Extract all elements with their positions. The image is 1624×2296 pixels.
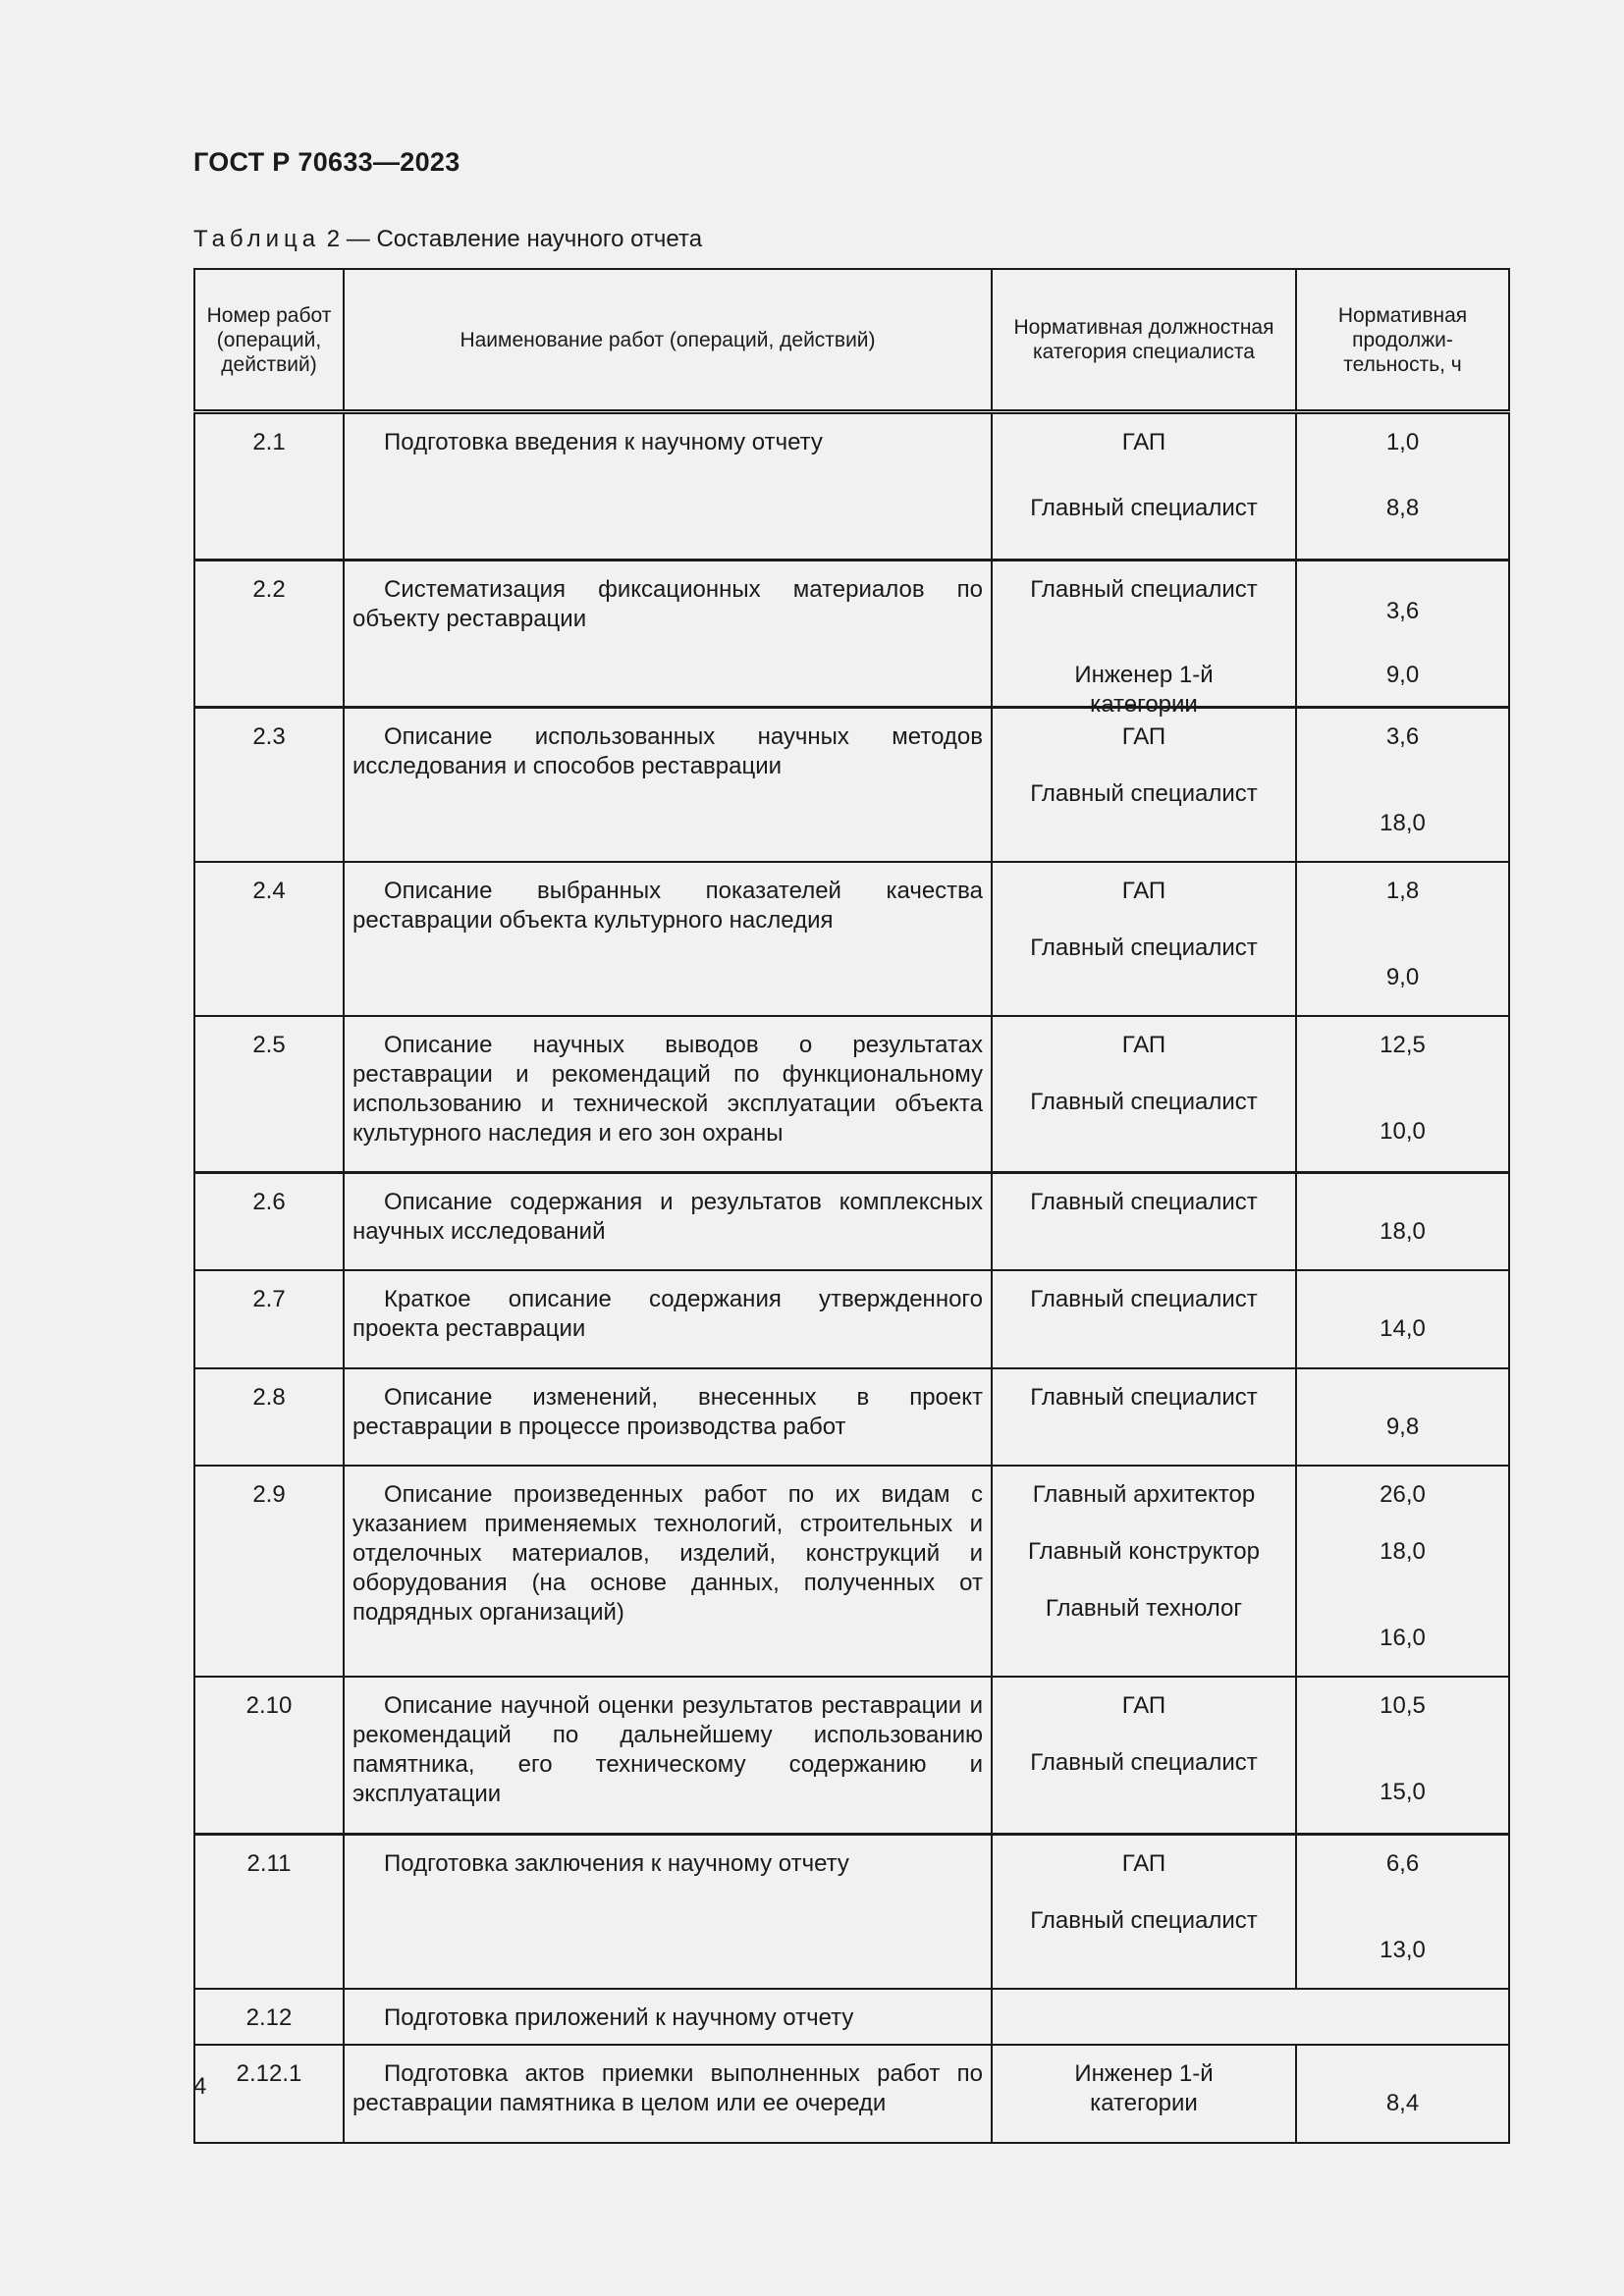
work-name-cell bbox=[344, 2045, 992, 2143]
category-cell bbox=[992, 1677, 1296, 1835]
duration-value: 16,0 bbox=[1380, 1625, 1426, 1651]
work-name-cell bbox=[344, 1466, 992, 1677]
specialist-category: Главный конструктор bbox=[1028, 1538, 1260, 1565]
work-name: Краткое описание содержания утвержденного проекта реставрации bbox=[352, 1286, 983, 1342]
duration-value: 18,0 bbox=[1380, 1218, 1426, 1245]
duration-cell bbox=[1296, 1368, 1509, 1466]
document-header: ГОСТ Р 70633—2023 bbox=[193, 147, 460, 177]
work-number: 2.6 bbox=[194, 1173, 344, 1271]
work-number: 2.2 bbox=[194, 561, 344, 708]
table-caption-word: Таблица bbox=[193, 226, 321, 252]
duration-value: 14,0 bbox=[1380, 1315, 1426, 1342]
table-header-row bbox=[194, 269, 1509, 412]
work-name: Описание научных выводов о результатах реставрации и рекомендаций по функциональному использованию и технической эксплуатации объекта культурного наследия и его зон охраны bbox=[352, 1032, 983, 1147]
header-category: Нормативная должностная категория специалиста bbox=[992, 269, 1296, 412]
work-number: 2.11 bbox=[194, 1835, 344, 1990]
work-name-cell bbox=[344, 1835, 992, 1990]
category-cell bbox=[992, 1835, 1296, 1990]
work-name: Подготовка заключения к научному отчету bbox=[384, 1850, 849, 1877]
duration-value: 3,6 bbox=[1385, 723, 1420, 750]
header-number: Номер работ (операций, действий) bbox=[194, 269, 344, 412]
specialist-category: Главный специалист bbox=[1030, 1384, 1258, 1411]
work-number: 2.7 bbox=[194, 1270, 344, 1368]
duration-value: 6,6 bbox=[1385, 1850, 1420, 1877]
work-number: 2.10 bbox=[194, 1677, 344, 1835]
table-row bbox=[194, 2045, 1509, 2143]
duration-value: 15,0 bbox=[1380, 1779, 1426, 1805]
work-name: Описание использованных научных методов исследования и способов реставрации bbox=[352, 723, 983, 779]
category-cell bbox=[992, 862, 1296, 1016]
work-number: 2.4 bbox=[194, 862, 344, 1016]
specialist-category: Инженер 1-й категории bbox=[1074, 662, 1214, 718]
work-name-cell bbox=[344, 1368, 992, 1466]
table-row bbox=[194, 1677, 1509, 1835]
duration-cell bbox=[1296, 1016, 1509, 1173]
duration-value: 8,8 bbox=[1385, 495, 1420, 521]
table-row bbox=[194, 708, 1509, 863]
work-number: 2.8 bbox=[194, 1368, 344, 1466]
specialist-category: Главный специалист bbox=[1030, 576, 1258, 603]
work-number: 2.12.1 bbox=[194, 2045, 344, 2143]
category-cell bbox=[992, 412, 1296, 561]
header-duration: Нормативная продолжи-тельность, ч bbox=[1296, 269, 1509, 412]
duration-cell bbox=[1296, 1270, 1509, 1368]
table-row bbox=[194, 561, 1509, 708]
specialist-category: Главный специалист bbox=[1030, 934, 1258, 961]
category-cell bbox=[992, 1016, 1296, 1173]
work-name: Систематизация фиксационных материалов по объекту реставрации bbox=[352, 576, 983, 632]
work-name-cell bbox=[344, 1016, 992, 1173]
work-name-cell bbox=[344, 561, 992, 708]
duration-value: 18,0 bbox=[1380, 1538, 1426, 1565]
specialist-category: ГАП bbox=[1121, 878, 1166, 904]
specialist-category: Инженер 1-й категории bbox=[1074, 2060, 1214, 2116]
specialist-category: Главный специалист bbox=[1030, 1907, 1258, 1934]
category-cell bbox=[992, 1270, 1296, 1368]
specialist-category: Главный специалист bbox=[1030, 1089, 1258, 1115]
duration-value: 10,5 bbox=[1380, 1692, 1426, 1719]
duration-value: 13,0 bbox=[1380, 1937, 1426, 1963]
work-name: Описание научной оценки результатов реставрации и рекомендаций по дальнейшему использованию памятника, его техническому содержанию и эксплуатации bbox=[352, 1692, 983, 1807]
duration-value: 12,5 bbox=[1380, 1032, 1426, 1058]
duration-cell bbox=[1296, 561, 1509, 708]
norms-table bbox=[193, 268, 1510, 2144]
table-row bbox=[194, 1466, 1509, 1677]
duration-cell bbox=[1296, 1466, 1509, 1677]
work-name: Описание произведенных работ по их видам с указанием применяемых технологий, строительных и отделочных материалов, изделий, конструкций и оборудования (на основе данных, полученных от подрядных организаций) bbox=[352, 1481, 983, 1626]
duration-value: 9,8 bbox=[1385, 1414, 1420, 1440]
work-name: Подготовка введения к научному отчету bbox=[384, 429, 823, 455]
duration-value: 3,6 bbox=[1385, 598, 1420, 624]
table-caption-title: 2 — Составление научного отчета bbox=[320, 226, 703, 252]
specialist-category: Главный специалист bbox=[1030, 495, 1258, 521]
duration-cell bbox=[1296, 1677, 1509, 1835]
work-name: Описание изменений, внесенных в проект реставрации в процессе производства работ bbox=[352, 1384, 983, 1440]
duration-value: 26,0 bbox=[1380, 1481, 1426, 1508]
category-cell bbox=[992, 1173, 1296, 1271]
duration-cell bbox=[1296, 708, 1509, 863]
page-number: 4 bbox=[193, 2073, 207, 2100]
table-row bbox=[194, 1835, 1509, 1990]
category-cell bbox=[992, 1368, 1296, 1466]
specialist-category: Главный специалист bbox=[1030, 1749, 1258, 1776]
work-name: Описание содержания и результатов комплексных научных исследований bbox=[352, 1189, 983, 1245]
duration-value: 9,0 bbox=[1385, 662, 1420, 688]
specialist-category: Главный архитектор bbox=[1032, 1481, 1256, 1508]
duration-value: 8,4 bbox=[1385, 2090, 1420, 2116]
duration-value: 1,8 bbox=[1385, 878, 1420, 904]
category-cell bbox=[992, 708, 1296, 863]
work-name-cell bbox=[344, 1677, 992, 1835]
table-caption bbox=[193, 226, 702, 253]
table-row bbox=[194, 412, 1509, 561]
duration-cell bbox=[1296, 2045, 1509, 2143]
duration-value: 1,0 bbox=[1385, 429, 1420, 455]
table-row bbox=[194, 1989, 1509, 2045]
table-row bbox=[194, 1270, 1509, 1368]
specialist-category: Главный специалист bbox=[1030, 1189, 1258, 1215]
header-name: Наименование работ (операций, действий) bbox=[344, 269, 992, 412]
work-name: Подготовка актов приемки выполненных работ по реставрации памятника в целом или ее очереди bbox=[352, 2060, 983, 2116]
duration-cell bbox=[1296, 1173, 1509, 1271]
category-cell bbox=[992, 2045, 1296, 2143]
specialist-category: ГАП bbox=[1121, 1032, 1166, 1058]
duration-value: 18,0 bbox=[1380, 810, 1426, 836]
work-number: 2.5 bbox=[194, 1016, 344, 1173]
work-name-cell bbox=[344, 1173, 992, 1271]
empty-merged-cell bbox=[992, 1989, 1509, 2045]
specialist-category: ГАП bbox=[1121, 429, 1166, 455]
specialist-category: Главный специалист bbox=[1030, 1286, 1258, 1312]
specialist-category: ГАП bbox=[1121, 723, 1166, 750]
work-name-cell bbox=[344, 1270, 992, 1368]
category-cell bbox=[992, 1466, 1296, 1677]
work-name: Описание выбранных показателей качества реставрации объекта культурного наследия bbox=[352, 878, 983, 934]
duration-cell bbox=[1296, 412, 1509, 561]
work-name-cell bbox=[344, 1989, 992, 2045]
work-number: 2.9 bbox=[194, 1466, 344, 1677]
work-name-cell bbox=[344, 862, 992, 1016]
specialist-category: Главный технолог bbox=[1045, 1595, 1243, 1622]
work-name-cell bbox=[344, 708, 992, 863]
table-row bbox=[194, 1173, 1509, 1271]
duration-value: 10,0 bbox=[1380, 1118, 1426, 1145]
table-row bbox=[194, 1016, 1509, 1173]
specialist-category: ГАП bbox=[1121, 1692, 1166, 1719]
table-row bbox=[194, 1368, 1509, 1466]
duration-value: 9,0 bbox=[1385, 964, 1420, 990]
work-number: 2.1 bbox=[194, 412, 344, 561]
specialist-category: ГАП bbox=[1121, 1850, 1166, 1877]
work-number: 2.12 bbox=[194, 1989, 344, 2045]
category-cell bbox=[992, 561, 1296, 718]
table-row bbox=[194, 862, 1509, 1016]
work-name: Подготовка приложений к научному отчету bbox=[384, 2004, 854, 2031]
work-number: 2.3 bbox=[194, 708, 344, 863]
duration-cell bbox=[1296, 862, 1509, 1016]
specialist-category: Главный специалист bbox=[1030, 780, 1258, 807]
duration-cell bbox=[1296, 1835, 1509, 1990]
work-name-cell bbox=[344, 412, 992, 561]
